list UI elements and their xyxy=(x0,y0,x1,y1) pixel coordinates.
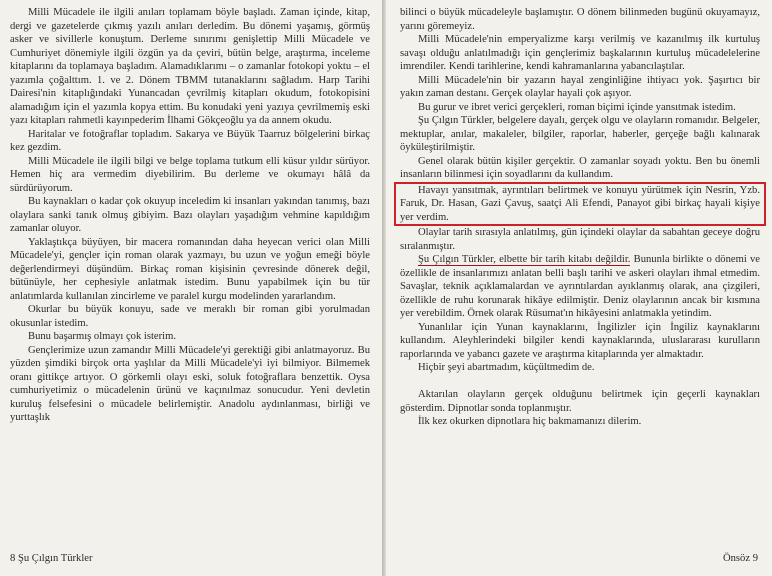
left-paragraph-1: Milli Mücadele ile ilgili anıları toplamam böyle başladı. Zaman içinde, kitap, dergi ve gazetelerde çıkmış yazılı anıları derledim. Bu dönemi yaşamış, görmüş asker ve sivillerle konuştum. Derleme sınırımı genişlettip Milli Mücadele ve Cumhuriyet dönemiyle ilgili özgün ya da çeviri, bütün belge, araştırma, inceleme kitaplarını da toplamaya başladım. Alamadıklarımı – o zamanlar fotokopi yoktu – el yazımla çoğalttım. 1. ve 2. Dönem TBMM tutanaklarını sağladım. Harp Tarihi Dairesi'nin kitaplığındaki Yunancadan çevrilmiş kitapları okudum, fotokopisini alamadığım için el yazımla kopya ettim. Bu konudaki yeni yazıya çevrilmemiş eski yazı kitapları rahmetli kayınpederim İlhami Gökçeoğlu ya da annem okudu. xyxy=(10,7,370,126)
right-paragraph-9: Yunanlılar için Yunan kaynaklarını, İngilizler için İngiliz kaynaklarını kullandım. Aleyhlerindeki bilgiler kendi kaynaklarında, uluslararası kurulların raporlarında ve yabancı gazete ve araştırma kitaplarında yer almaktadır. xyxy=(400,321,760,360)
right-page xyxy=(386,0,772,576)
right-paragraph-8 xyxy=(400,253,760,321)
right-paragraph-10: Hiçbir şeyi abartmadım, küçültmedim de. xyxy=(418,362,595,373)
paragraph-8-rest: Bununla birlikte o dönemi ve özellikle de insanlarımızı anlatan belli başlı tarihi ve askeri olayları ihmal etmedim. Savaşlar, teknik açıklamalardan ve ayrıntılardan ayıklanmış olarak, ana çizgileri, özellikle de ruhu korunarak hikâye edilmiştir. Deniz olaylarının ancak bir kısmına yer verebildim. Örnek olarak Rüsumat'ın hikâyesini anlatmakla yetindim. xyxy=(400,254,760,319)
left-paragraph-2: Haritalar ve fotoğraflar topladım. Sakarya ve Büyük Taarruz bölgelerini birkaç kez gezdim. xyxy=(10,128,370,153)
left-page-footer: 8 Şu Çılgın Türkler xyxy=(10,553,93,564)
right-paragraph-2: Milli Mücadele'nin emperyalizme karşı verilmiş ve kazanılmış ilk kurtuluş savaşı olduğu anlatılmadığı için gençlerimiz başkalarının kurtuluş mücadelelerine imrendiler. Kendi tarihlerine, kendi kahramanlarına yabancılaştılar. xyxy=(400,34,760,72)
right-paragraph-12: İlk kez okurken dipnotlara hiç bakmamanızı dilerim. xyxy=(418,416,642,427)
right-paragraph-6: Genel olarak bütün kişiler gerçektir. O zamanlar soyadı yoktu. Ben bu önemli insanların bilinmesi için soyadlarını da kullandım. xyxy=(400,155,760,180)
left-paragraph-7: Bunu başarmış olmayı çok isterim. xyxy=(28,331,176,342)
right-paragraph-7: Olaylar tarih sırasıyla anlatılmış, gün içindeki olaylar da sabahtan geceye doğru sıralanmıştır. xyxy=(400,227,760,252)
right-paragraph-1: bilinci o büyük mücadeleyle başlamıştır. O dönem bilinmeden bugünü okuyamayız, yarını göremeyiz. xyxy=(400,7,760,32)
paragraph-gap xyxy=(400,375,760,389)
left-paragraph-4: Bu kaynakları o kadar çok okuyup inceledim ki insanları yakından tanımış, bazı olaylara sanki tanık olmuş gibiyim. Bazı olayları yaşadığım vehmine kapıldığım zamanlar oluyor. xyxy=(10,196,370,234)
right-page-footer: Önsöz 9 xyxy=(722,553,758,564)
right-paragraph-5: Şu Çılgın Türkler, belgelere dayalı, gerçek olgu ve olayların romanıdır. Belgeler, mektuplar, anılar, makaleler, bilgiler, raporlar, haberler, gerçeğe bağlı kalınarak öyküleştirilmiştir. xyxy=(400,115,760,153)
right-paragraph-11: Aktarılan olayların gerçek olduğunu belirtmek için geçerli kaynakları gösterdim. Dipnotlar sonda toplanmıştır. xyxy=(400,389,760,414)
right-paragraph-4: Bu gurur ve ibret verici gerçekleri, roman biçimi içinde yansıtmak istedim. xyxy=(418,101,736,113)
left-paragraph-6: Okurlar bu büyük konuyu, sade ve meraklı bir roman gibi yorulmadan okusunlar istedim. xyxy=(10,304,370,329)
highlighted-paragraph: Havayı yansıtmak, ayrıntıları belirtmek ve konuyu yürütmek için Nesrin, Yzb. Faruk, Dr. Hasan, Gazi Çavuş, saatçi Ali Efendi, Panayot gibi birkaç hayali kişiye yer verdim. xyxy=(400,184,760,223)
left-paragraph-8: Gençlerimize uzun zamandır Milli Mücadele'yi gerektiği gibi anlatmayoruz. Bu yüzden şimdiki birçok orta yaşlılar da Milli Mücadele'yi iyi bilmiyor. Bilmemek oranı gittikçe artıyor. O görkemli olayı eski, soluk fotoğraflara benzettik. Oysa cumhuriyetimiz o mücadelenin ürünü ve kaçınılmaz sonucudur. Yeni devletin kuruluş felsefesini o mücadele belirlemiştir. Anadolu aydınlanması, birliği ve yurttaşlık xyxy=(10,344,370,423)
red-highlight-box xyxy=(394,182,766,227)
left-page xyxy=(0,0,382,576)
underlined-sentence: Şu Çılgın Türkler, elbette bir tarih kitabı değildir. xyxy=(418,254,631,265)
right-paragraph-3: Milli Mücadele'nin bir yazarın hayal zenginliğine ihtiyacı yok. Şaşırtıcı bir yakın zaman destanı. Gerçek olaylar hayali çok aşıyor. xyxy=(400,74,760,99)
left-paragraph-5: Yaklaştıkça büyüyen, bir macera romanından daha heyecan verici olan Milli Mücadele'yi, gençler için roman olarak yazmayı, bu uzun ve yoğun emeği böyle değerlendirmeyi düşündüm. Birkaç roman kişisinin çevresinde dönerek değil, bütünüyle, her cephesiyle anlatmak istedim. Bunu yapabilmek için bu tür anlatımlarda kullanılan zincirleme ve paralel kurgu modelinden yararlandım. xyxy=(10,236,370,302)
left-paragraph-3: Milli Mücadele ile ilgili bilgi ve belge toplama tutkum elli küsur yıldır sürüyor. Hemen hiç ara vermedim diyebilirim. Bu derleme ve okumayı hâlâ da sürdürüyorum. xyxy=(10,155,370,194)
